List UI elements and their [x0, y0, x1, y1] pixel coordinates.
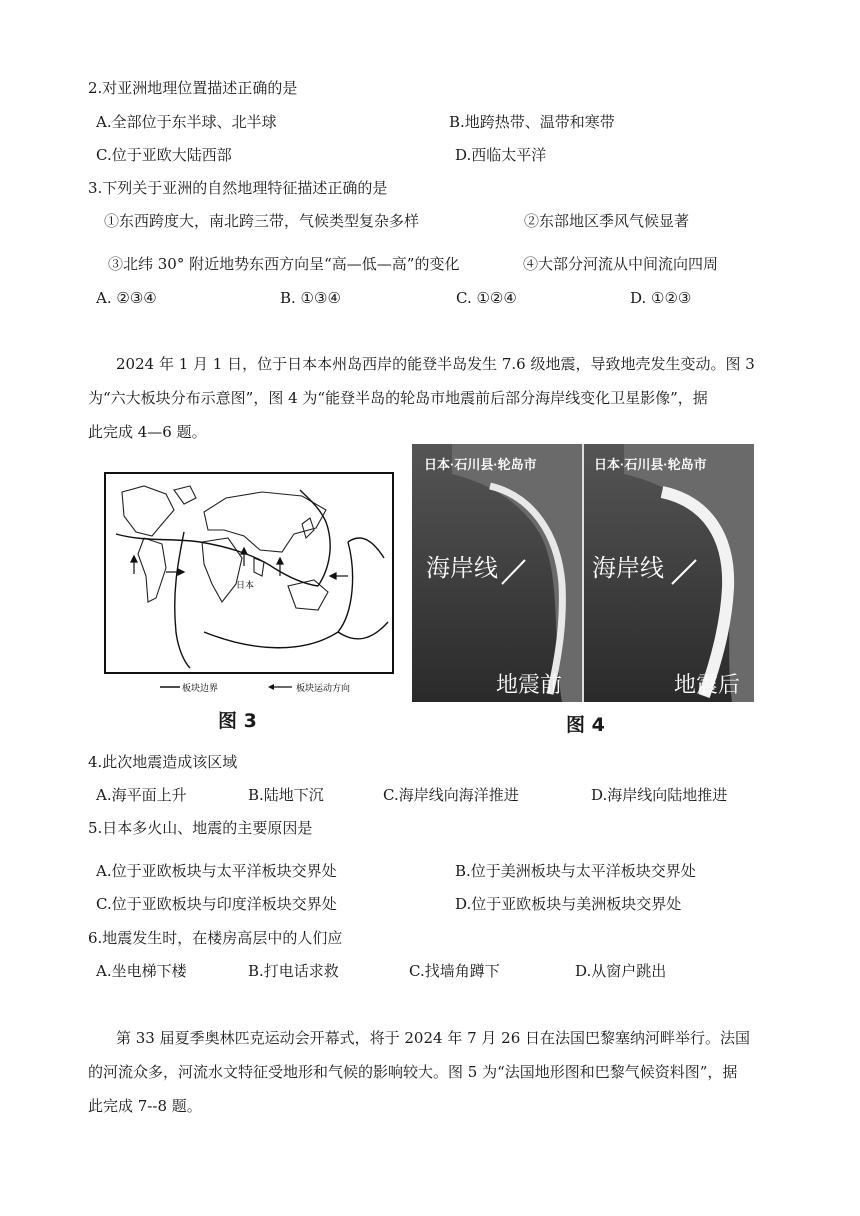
q3-statement-3: ③北纬 30° 附近地势东西方向呈“高—低—高”的变化	[108, 255, 460, 273]
plate-map-figure	[104, 472, 394, 700]
q2-option-d: D.西临太平洋	[455, 146, 547, 164]
passage2-line3: 此完成 7--8 题。	[88, 1097, 202, 1115]
passage1-line2: 为“六大板块分布示意图”，图 4 为“能登半岛的轮岛市地震前后部分海岸线变化卫星影像”，据	[88, 389, 708, 407]
passage1-line3: 此完成 4—6 题。	[88, 423, 207, 441]
question-2-stem: 2.对亚洲地理位置描述正确的是	[88, 79, 298, 97]
figure-4-caption: 图 4	[566, 714, 605, 736]
q2-option-b: B.地跨热带、温带和寒带	[449, 113, 615, 131]
before-stage-label: 地震前	[496, 672, 563, 697]
q5-option-b: B.位于美洲板块与太平洋板块交界处	[455, 862, 696, 880]
question-5-stem: 5.日本多火山、地震的主要原因是	[88, 819, 313, 837]
q3-statement-4: ④大部分河流从中间流向四周	[523, 255, 719, 273]
q2-option-a: A.全部位于东半球、北半球	[96, 113, 277, 131]
q6-option-d: D.从窗户跳出	[575, 962, 667, 980]
before-place-label: 日本·石川县·轮岛市	[424, 457, 537, 472]
q6-option-c: C.找墙角蹲下	[409, 962, 500, 980]
q3-option-c: C. ①②④	[456, 289, 517, 307]
before-coastline-label: 海岸线	[426, 555, 498, 582]
q4-option-b: B.陆地下沉	[248, 786, 324, 804]
q3-option-b: B. ①③④	[280, 289, 341, 307]
after-place-label: 日本·石川县·轮岛市	[594, 457, 707, 472]
q6-option-b: B.打电话求救	[248, 962, 339, 980]
q3-option-d: D. ①②③	[630, 289, 692, 307]
q3-option-a: A. ②③④	[96, 289, 157, 307]
map-legend	[160, 682, 350, 693]
question-3-stem: 3.下列关于亚洲的自然地理特征描述正确的是	[88, 179, 388, 197]
q3-statement-2: ②东部地区季风气候显著	[524, 212, 690, 230]
q4-option-d: D.海岸线向陆地推进	[591, 786, 728, 804]
q6-option-a: A.坐电梯下楼	[96, 962, 187, 980]
legend-boundary-label: 板块边界	[182, 683, 219, 693]
q4-option-c: C.海岸线向海洋推进	[383, 786, 519, 804]
japan-map-label: 日本	[236, 580, 255, 590]
figure-3-caption: 图 3	[218, 710, 257, 732]
passage2-line1: 第 33 届夏季奥林匹克运动会开幕式，将于 2024 年 7 月 26 日在法国巴黎塞纳河畔举行。法国	[116, 1029, 751, 1047]
passage1-line1: 2024 年 1 月 1 日，位于日本本州岛西岸的能登半岛发生 7.6 级地震，导致地壳发生变动。图 3	[116, 355, 755, 373]
map-frame	[105, 473, 393, 673]
question-6-stem: 6.地震发生时，在楼房高层中的人们应	[88, 929, 343, 947]
legend-direction-label: 板块运动方向	[296, 683, 351, 693]
q3-statement-1: ①东西跨度大，南北跨三带，气候类型复杂多样	[104, 212, 420, 230]
after-coastline-label: 海岸线	[592, 555, 664, 582]
q2-option-c: C.位于亚欧大陆西部	[96, 146, 232, 164]
q5-option-c: C.位于亚欧板块与印度洋板块交界处	[96, 895, 337, 913]
satellite-images-figure	[412, 444, 754, 702]
after-stage-label: 地震后	[674, 672, 741, 697]
q4-option-a: A.海平面上升	[96, 786, 187, 804]
passage2-line2: 的河流众多，河流水文特征受地形和气候的影响较大。图 5 为“法国地形图和巴黎气候资料图”，据	[88, 1063, 738, 1081]
q5-option-d: D.位于亚欧板块与美洲板块交界处	[455, 895, 682, 913]
q5-option-a: A.位于亚欧板块与太平洋板块交界处	[96, 862, 337, 880]
question-4-stem: 4.此次地震造成该区域	[88, 753, 238, 771]
